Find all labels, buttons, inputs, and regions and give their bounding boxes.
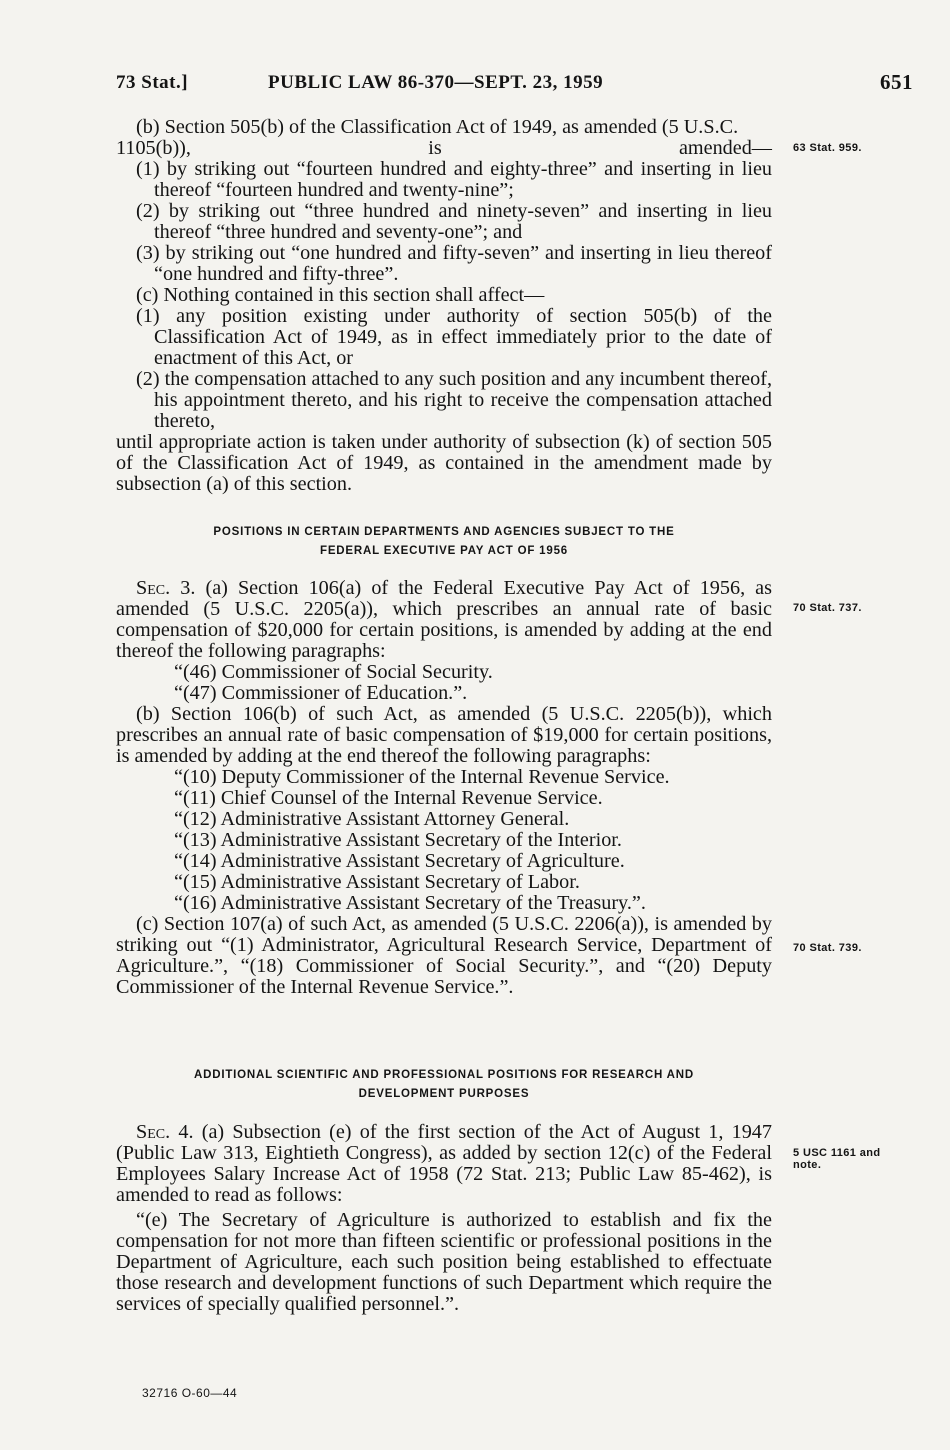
section-4a	[116, 1122, 772, 1206]
section-3-heading-line1: POSITIONS IN CERTAIN DEPARTMENTS AND AGENCIES SUBJECT TO THE	[213, 526, 675, 538]
margin-note-usc-line1: 5 USC 1161 and	[793, 1147, 881, 1159]
section-4a-text: (a) Subsection (e) of the first section of the Act of August 1, 1947 (Public Law 313, Eightieth Congress), as added by section 12(c) of the Federal Employees Salary Increase Act of 1958 (72 Stat. 213; Public Law 85-462), is amended to read as follows:	[116, 1121, 772, 1206]
section-4-heading	[116, 1066, 772, 1104]
margin-note-usc-line2: note.	[793, 1159, 822, 1171]
section-3b: (b) Section 106(b) of such Act, as amended (5 U.S.C. 2205(b)), which prescribes an annual rate of basic compensation of $19,000 for certain positions, is amended by adding at the end thereof the following paragraphs:	[116, 703, 772, 767]
section-4-label: Sec. 4.	[136, 1121, 194, 1143]
section-3a-text: (a) Section 106(a) of the Federal Executive Pay Act of 1956, as amended (5 U.S.C. 2205(a)), which prescribes an annual rate of basic compensation of $20,000 for certain positions, is amended by adding at the end thereof the following paragraphs:	[116, 577, 772, 662]
section-3-heading-line2: FEDERAL EXECUTIVE PAY ACT OF 1956	[320, 545, 568, 557]
section-2b-item-1: (1) by striking out “fourteen hundred and eighty-three” and inserting in lieu thereof “fourteen hundred and twenty-nine”;	[136, 158, 772, 201]
section-3a-item-46: “(46) Commissioner of Social Security.	[174, 661, 493, 683]
section-2b-item-2: (2) by striking out “three hundred and ninety-seven” and inserting in lieu thereof “three hundred and seventy-one”; and	[136, 200, 772, 243]
section-3b-item-15: “(15) Administrative Assistant Secretary of Labor.	[174, 871, 580, 893]
section-4-heading-line2: DEVELOPMENT PURPOSES	[358, 1088, 530, 1100]
section-4-heading-line1: ADDITIONAL SCIENTIFIC AND PROFESSIONAL POSITIONS FOR RESEARCH AND	[194, 1069, 694, 1081]
section-3	[116, 578, 772, 998]
section-2c-item-1: (1) any position existing under authority of section 505(b) of the Classification Act of 1949, as in effect immediately prior to the date of enactment of this Act, or	[136, 305, 772, 369]
section-4a-quoted-text: “(e) The Secretary of Agriculture is authorized to establish and fix the compensation for not more than fifteen scientific or professional positions in the Department of Agriculture, each such position being established to effectuate those research and development functions of such Department which require the services of specially qualified personnel.”.	[116, 1209, 772, 1315]
section-2c-intro: (c) Nothing contained in this section shall affect—	[136, 284, 545, 306]
section-3a-item-47: “(47) Commissioner of Education.”.	[174, 682, 468, 704]
margin-note-5-usc-1161	[793, 1147, 881, 1171]
section-4	[116, 1122, 772, 1315]
section-3b-item-12: “(12) Administrative Assistant Attorney General.	[174, 808, 570, 830]
section-2b-item-3: (3) by striking out “one hundred and fifty-seven” and inserting in lieu thereof “one hundred and fifty-three”.	[136, 242, 772, 285]
section-2b-intro: (b) Section 505(b) of the Classification Act of 1949, as amended (5 U.S.C. 1105(b)), is amended—	[116, 116, 772, 159]
section-3c: (c) Section 107(a) of such Act, as amended (5 U.S.C. 2206(a)), is amended by striking out “(1) Administrator, Agricultural Research Service, Department of Agriculture.”, “(18) Commissioner of Social Security.”, and “(20) Deputy Commissioner of the Internal Revenue Service.”.	[116, 913, 772, 998]
margin-note-70-stat-739: 70 Stat. 739.	[793, 942, 862, 954]
print-code: 32716 O-60—44	[142, 1386, 238, 1400]
section-3b-item-14: “(14) Administrative Assistant Secretary of Agriculture.	[174, 850, 625, 872]
section-3b-item-10: “(10) Deputy Commissioner of the Internal Revenue Service.	[174, 766, 670, 788]
section-2c-item-2: (2) the compensation attached to any such position and any incumbent thereof, his appointment thereto, and his right to receive the compensation attached thereto,	[136, 368, 772, 432]
section-3b-item-11: “(11) Chief Counsel of the Internal Revenue Service.	[174, 787, 603, 809]
section-3-label: Sec. 3.	[136, 577, 196, 599]
section-3b-item-13: “(13) Administrative Assistant Secretary of the Interior.	[174, 829, 622, 851]
running-title: PUBLIC LAW 86-370—SEPT. 23, 1959	[268, 72, 604, 93]
section-2b	[116, 117, 772, 495]
page-number: 651	[880, 70, 913, 94]
section-3-heading	[116, 523, 772, 561]
section-2c-closing: until appropriate action is taken under authority of subsection (k) of section 505 of the Classification Act of 1949, as contained in the amendment made by subsection (a) of this section.	[116, 431, 772, 495]
section-3b-item-16: “(16) Administrative Assistant Secretary of the Treasury.”.	[174, 892, 646, 914]
section-3a	[116, 578, 772, 662]
margin-note-70-stat-737: 70 Stat. 737.	[793, 602, 862, 614]
volume-label: 73 Stat.]	[116, 72, 189, 93]
margin-note-63-stat: 63 Stat. 959.	[793, 142, 862, 154]
